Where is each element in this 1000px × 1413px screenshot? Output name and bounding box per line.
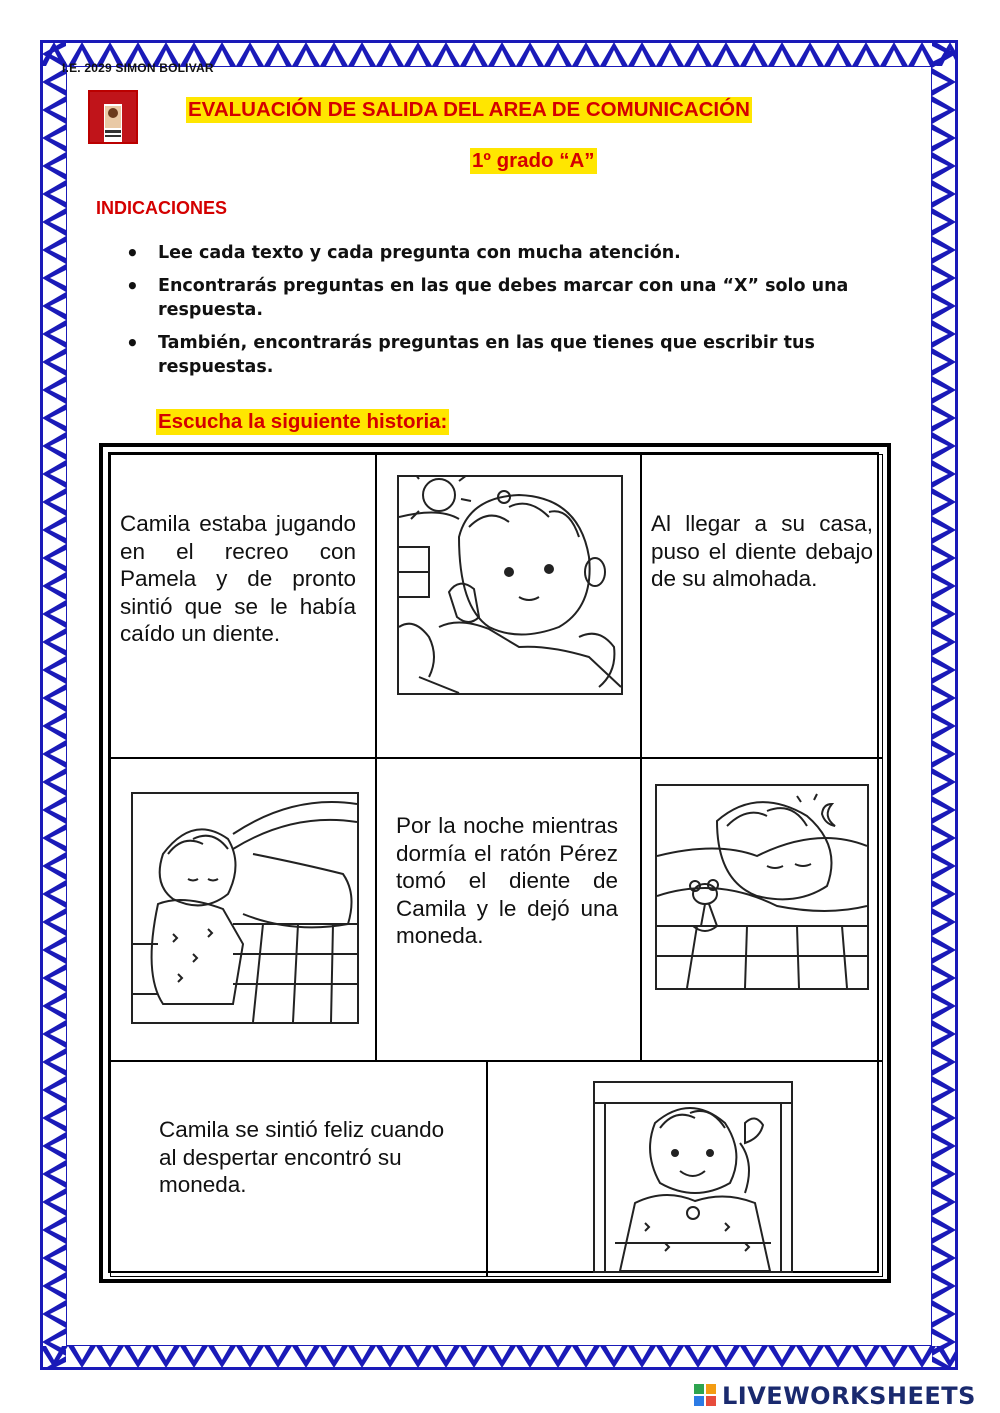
instruction-item: • También, encontrarás preguntas en las que tienes que escribir tus respuestas.	[124, 331, 936, 379]
instructions-heading: INDICACIONES	[96, 198, 228, 218]
illustration-girl-lost-tooth	[397, 475, 623, 695]
school-logo	[88, 90, 138, 144]
story-heading: Escucha la siguiente historia:	[158, 410, 448, 433]
panel-3-text: Al llegar a su casa, puso el diente debajo de su almohada.	[651, 511, 873, 592]
liveworksheets-logo-icon	[694, 1384, 716, 1406]
panel-5-text: Por la noche mientras dormía el ratón Pérez tomó el diente de Camila y le dejó una moneda.	[396, 813, 618, 949]
panel-7-text: Camila se sintió feliz cuando al despertar encontró su moneda.	[159, 1117, 445, 1198]
instructions-list	[124, 241, 936, 388]
story-grid	[108, 452, 879, 1273]
school-name: I.E. 2029 SIMON BOLIVAR	[62, 61, 214, 75]
instruction-item: • Encontrarás preguntas en las que debes marcar con una “X” solo una respuesta.	[124, 274, 936, 322]
story-box	[99, 443, 891, 1283]
zigzag-border-bottom	[40, 1346, 958, 1370]
illustration-girl-going-to-bed	[131, 792, 359, 1024]
panel-1-text: Camila estaba jugando en el recreo con Pamela y de pronto sintió que se le había caído un diente.	[120, 511, 356, 647]
illustration-girl-finds-coin	[593, 1081, 793, 1273]
panel-3	[641, 454, 883, 758]
page-title: EVALUACIÓN DE SALIDA DEL AREA DE COMUNICACIÓN	[188, 98, 750, 121]
illustration-mouse-takes-tooth	[655, 784, 869, 990]
liveworksheets-brand: LIVEWORKSHEETS	[722, 1382, 976, 1410]
zigzag-border-right	[932, 40, 958, 1370]
zigzag-border-left	[40, 40, 66, 1370]
instruction-item: • Lee cada texto y cada pregunta con mucha atención.	[124, 241, 936, 265]
grade-label: 1º grado “A”	[472, 149, 595, 172]
